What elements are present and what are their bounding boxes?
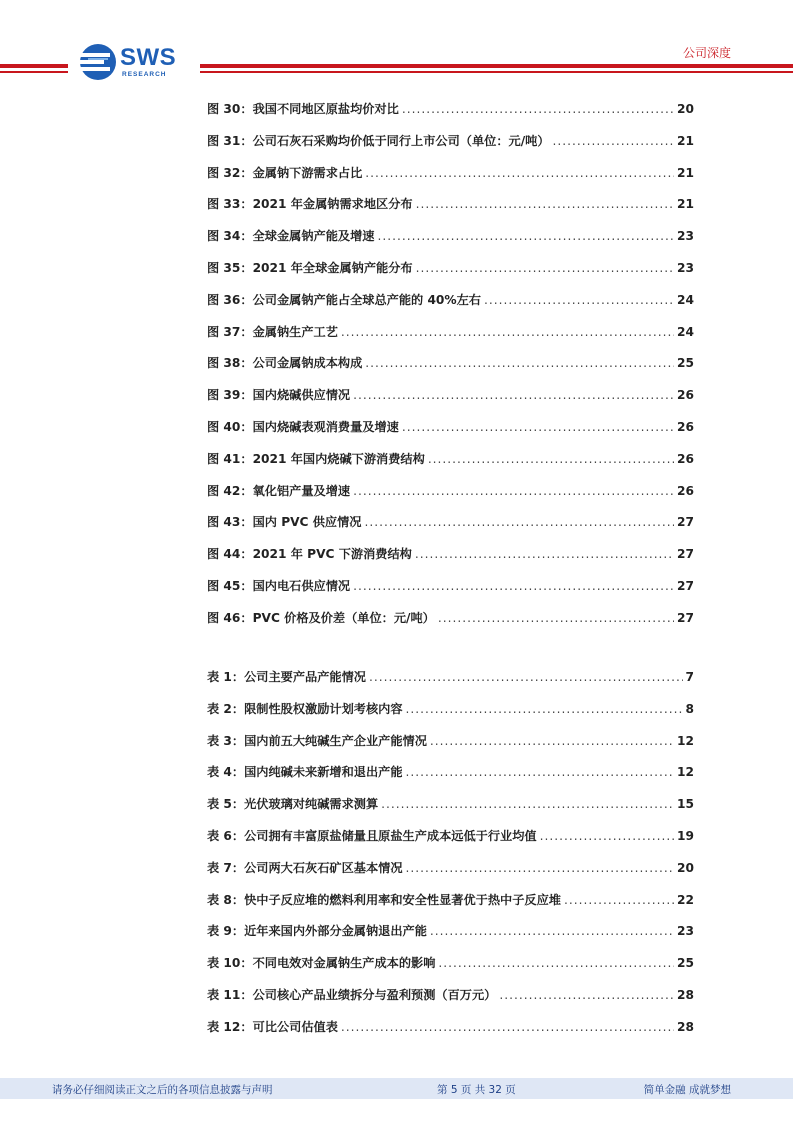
table-entry-page-number: 20: [677, 860, 694, 875]
figure-entry[interactable]: [207, 164, 694, 196]
table-entry-label: 表 3：国内前五大纯碱生产企业产能情况: [207, 733, 427, 748]
figure-entry[interactable]: [207, 577, 694, 609]
table-entry-page-number: 28: [677, 1019, 694, 1034]
dot-leader: [353, 388, 674, 402]
dot-leader: [402, 102, 674, 116]
figure-entry-label: 图 32：金属钠下游需求占比: [207, 165, 363, 180]
footer-page-info: 第 5 页 共 32 页: [437, 1084, 516, 1096]
header-rule-left: [0, 64, 68, 68]
dot-leader: [438, 956, 674, 970]
figure-entry-page-number: 26: [677, 451, 694, 466]
table-entry[interactable]: [207, 732, 694, 764]
figure-entry-label: 图 43：国内 PVC 供应情况: [207, 515, 362, 530]
table-entry[interactable]: [207, 922, 694, 954]
figure-entry-label: 图 42：氧化铝产量及增速: [207, 483, 351, 498]
figure-entry[interactable]: [207, 132, 694, 164]
table-entry[interactable]: [207, 763, 694, 795]
figure-entry[interactable]: [207, 100, 694, 132]
table-list: [207, 668, 694, 1050]
table-entry-label: 表 10：不同电效对金属钠生产成本的影响: [207, 956, 436, 971]
figure-entry-page-number: 21: [677, 165, 694, 180]
figure-entry-page-number: 21: [677, 133, 694, 148]
dot-leader: [353, 484, 674, 498]
table-entry-label: 表 2：限制性股权激励计划考核内容: [207, 701, 403, 716]
table-entry[interactable]: [207, 891, 694, 923]
dot-leader: [381, 797, 674, 811]
dot-leader: [377, 229, 674, 243]
figure-entry[interactable]: [207, 354, 694, 386]
figure-entry[interactable]: [207, 291, 694, 323]
figure-entry[interactable]: [207, 609, 694, 641]
figure-entry-page-number: 24: [677, 324, 694, 339]
figure-entry[interactable]: [207, 482, 694, 514]
dot-leader: [365, 166, 674, 180]
figure-entry-label: 图 40：国内烧碱表观消费量及增速: [207, 419, 399, 434]
footer-disclaimer: 请务必仔细阅读正文之后的各项信息披露与声明: [52, 1084, 273, 1096]
sws-logo: [78, 42, 198, 82]
table-entry[interactable]: [207, 668, 694, 700]
table-entry-page-number: 25: [677, 956, 694, 971]
table-entry-label: 表 8：快中子反应堆的燃料利用率和安全性显著优于热中子反应堆: [207, 892, 561, 907]
figure-entry-label: 图 37：金属钠生产工艺: [207, 324, 338, 339]
table-entry-page-number: 12: [677, 733, 694, 748]
table-entry-label: 表 4：国内纯碱未来新增和退出产能: [207, 765, 403, 780]
table-entry[interactable]: [207, 859, 694, 891]
dot-leader: [484, 293, 674, 307]
dot-leader: [341, 325, 674, 339]
figure-entry[interactable]: [207, 195, 694, 227]
figure-entry-page-number: 20: [677, 102, 694, 116]
figure-entry-page-number: 27: [677, 578, 694, 593]
header-rule-right-thin: [200, 71, 793, 73]
logo-subtext: RESEARCH: [122, 71, 167, 78]
figure-entry-label: 图 30：我国不同地区原盐均价对比: [207, 102, 399, 116]
figure-entry-page-number: 27: [677, 547, 694, 562]
dot-leader: [564, 893, 674, 907]
figure-entry-page-number: 27: [677, 610, 694, 625]
sws-logo-icon: [78, 42, 118, 82]
dot-leader: [365, 515, 675, 529]
dot-leader: [430, 734, 674, 748]
table-entry-label: 表 6：公司拥有丰富原盐储量且原盐生产成本远低于行业均值: [207, 828, 537, 843]
dot-leader: [341, 1020, 674, 1034]
dot-leader: [369, 670, 683, 684]
header-rule-left-thin: [0, 71, 68, 73]
dot-leader: [406, 861, 674, 875]
table-entry-page-number: 19: [677, 828, 694, 843]
footer-bar: [0, 1078, 793, 1099]
figure-entry-label: 图 46：PVC 价格及价差（单位：元/吨）: [207, 610, 435, 625]
table-entry-page-number: 12: [677, 765, 694, 780]
figure-entry-label: 图 36：公司金属钠产能占全球总产能的 40%左右: [207, 292, 481, 307]
figure-entry[interactable]: [207, 418, 694, 450]
figure-entry-page-number: 26: [677, 388, 694, 403]
report-type-label: 公司深度: [682, 46, 731, 60]
dot-leader: [416, 197, 674, 211]
table-entry-label: 表 11：公司核心产品业绩拆分与盈利预测（百万元）: [207, 987, 497, 1002]
figure-entry[interactable]: [207, 386, 694, 418]
figure-entry[interactable]: [207, 545, 694, 577]
dot-leader: [406, 702, 683, 716]
dot-leader: [438, 611, 674, 625]
dot-leader: [402, 420, 674, 434]
dot-leader: [365, 356, 674, 370]
table-entry-label: 表 5：光伏玻璃对纯碱需求测算: [207, 797, 379, 812]
dot-leader: [553, 134, 675, 148]
table-entry[interactable]: [207, 700, 694, 732]
figure-entry-page-number: 21: [677, 197, 694, 212]
dot-leader: [540, 829, 674, 843]
table-entry[interactable]: [207, 827, 694, 859]
figure-entry-label: 图 41：2021 年国内烧碱下游消费结构: [207, 451, 425, 466]
dot-leader: [499, 988, 674, 1002]
figure-entry-page-number: 26: [677, 483, 694, 498]
dot-leader: [353, 579, 674, 593]
table-entry-page-number: 22: [677, 892, 694, 907]
figure-entry-page-number: 24: [677, 292, 694, 307]
dot-leader: [428, 452, 674, 466]
figure-entry-label: 图 33：2021 年金属钠需求地区分布: [207, 197, 413, 212]
figure-entry[interactable]: [207, 513, 694, 545]
figure-entry-label: 图 31：公司石灰石采购均价低于同行上市公司（单位：元/吨）: [207, 133, 550, 148]
figure-list: [207, 100, 694, 641]
figure-entry-page-number: 23: [677, 229, 694, 244]
footer-slogan: 简单金融 成就梦想: [643, 1084, 731, 1096]
figure-entry[interactable]: [207, 227, 694, 259]
figure-entry-label: 图 39：国内烧碱供应情况: [207, 388, 351, 403]
logo-text: SWS: [120, 44, 177, 71]
figure-entry-page-number: 25: [677, 356, 694, 371]
dot-leader: [406, 765, 674, 779]
figure-entry-page-number: 23: [677, 260, 694, 275]
table-entry-page-number: 7: [685, 670, 694, 684]
figure-entry[interactable]: [207, 259, 694, 291]
figure-entry[interactable]: [207, 323, 694, 355]
figure-entry-page-number: 27: [677, 515, 694, 530]
table-entry-page-number: 15: [677, 797, 694, 812]
figure-entry-label: 图 35：2021 年全球金属钠产能分布: [207, 260, 413, 275]
table-entry[interactable]: [207, 954, 694, 986]
table-entry-label: 表 1：公司主要产品产能情况: [207, 670, 366, 684]
table-entry-page-number: 8: [685, 701, 694, 716]
figure-entry-label: 图 38：公司金属钠成本构成: [207, 356, 363, 371]
figure-entry-page-number: 26: [677, 419, 694, 434]
figure-entry-label: 图 44：2021 年 PVC 下游消费结构: [207, 547, 412, 562]
table-entry-label: 表 9：近年来国内外部分金属钠退出产能: [207, 924, 427, 939]
table-entry-label: 表 12：可比公司估值表: [207, 1019, 338, 1034]
table-entry[interactable]: [207, 1018, 694, 1050]
table-entry-page-number: 28: [677, 987, 694, 1002]
dot-leader: [415, 547, 674, 561]
table-entry[interactable]: [207, 986, 694, 1018]
header-rule-right: [200, 64, 793, 68]
figure-entry[interactable]: [207, 450, 694, 482]
table-entry-label: 表 7：公司两大石灰石矿区基本情况: [207, 860, 403, 875]
dot-leader: [430, 924, 674, 938]
table-entry-page-number: 23: [677, 924, 694, 939]
figure-entry-label: 图 45：国内电石供应情况: [207, 578, 351, 593]
figure-entry-label: 图 34：全球金属钠产能及增速: [207, 229, 375, 244]
table-entry[interactable]: [207, 795, 694, 827]
dot-leader: [416, 261, 674, 275]
